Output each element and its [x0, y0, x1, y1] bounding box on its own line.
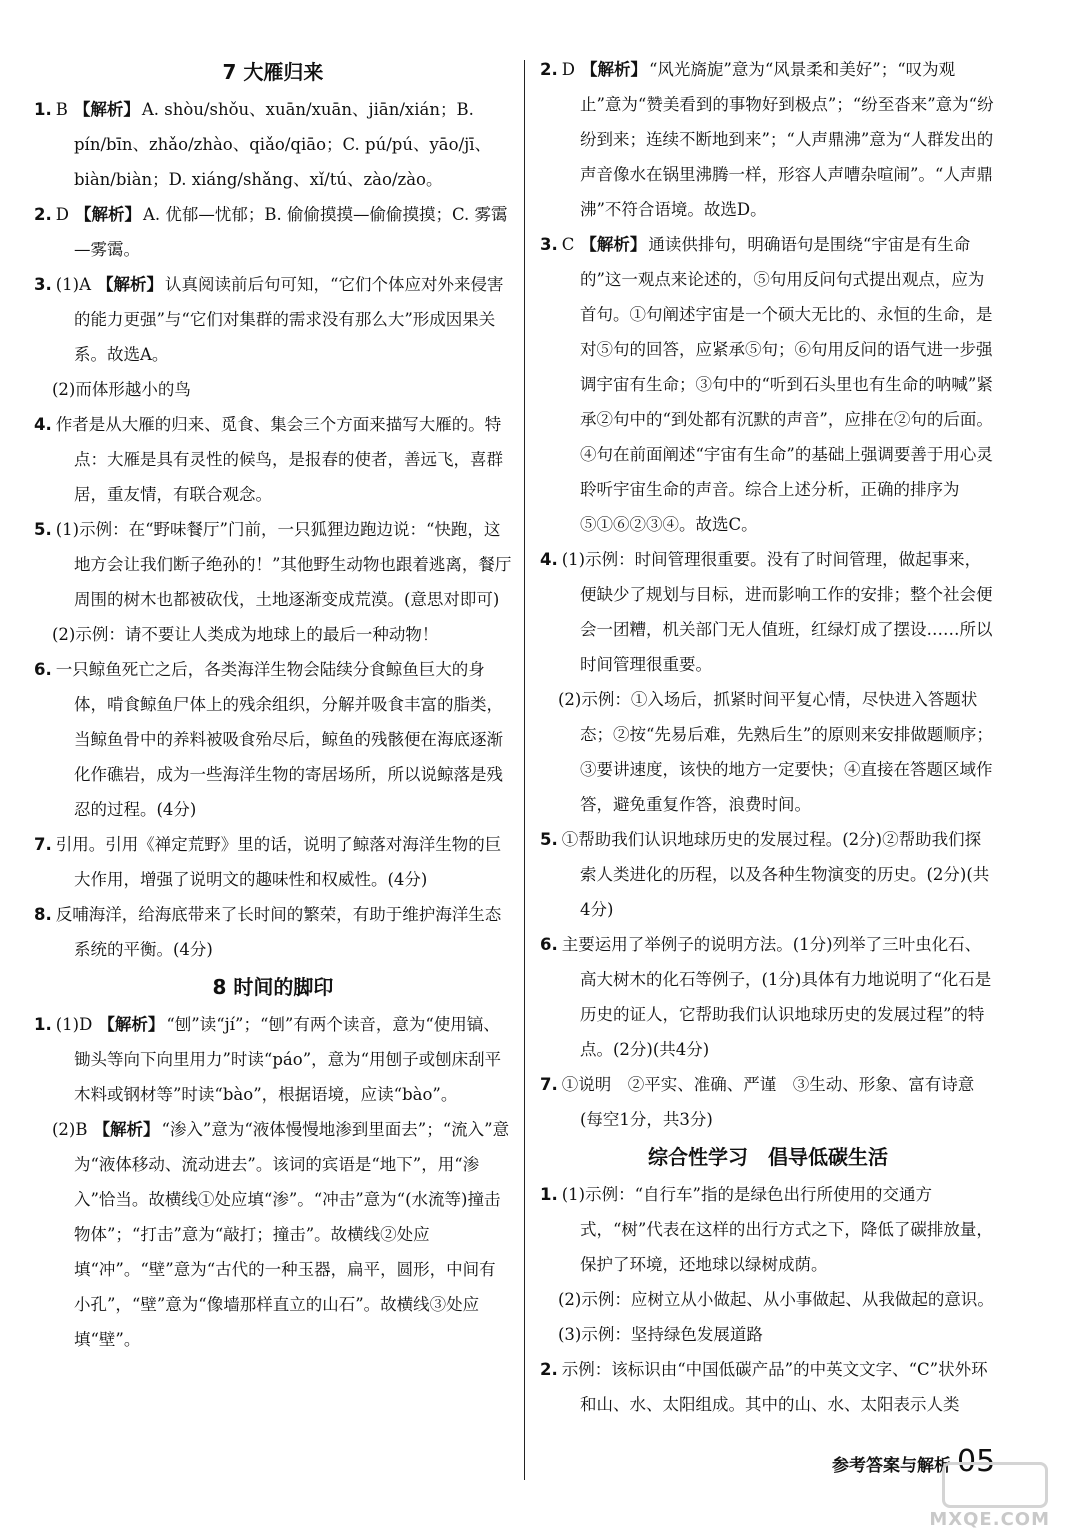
answer-label: B	[55, 100, 68, 119]
column-divider	[524, 60, 525, 1480]
answer-label: (2)	[52, 625, 76, 644]
answer-text: “刨”读“jí”；“刨”有两个读音，意为“使用镐、锄头等向下向里用力”时读“páo”，意为“用刨子或刨床刮平木料或钢材等”时读“bào”，根据语境，应读“bào”。	[74, 1015, 502, 1104]
answer-text: 认真阅读前后句可知，“它们个体应对外来侵害的能力更强”与“它们对集群的需求没有那么大”形成因果关系。故选A。	[74, 275, 504, 364]
analysis-tag: 【解析】	[73, 100, 140, 119]
question-number: 6.	[540, 935, 558, 954]
answer-text: A. 优郁—忧郁；B. 偷偷摸摸—偷偷摸摸；C. 雾霭—雾霭。	[74, 205, 508, 259]
answer-subitem	[540, 682, 996, 822]
answer-item	[34, 652, 512, 827]
answer-text: 示例：①入场后，抓紧时间平复心情，尽快进入答题状态；②按“先易后难，先熟后生”的原则来安排做题顺序；③要讲速度，该快的地方一定要快；④直接在答题区域作答，避免重复作答，浪费时间。	[580, 690, 993, 814]
answer-subitem	[540, 1282, 996, 1317]
answer-subitem	[540, 1317, 996, 1352]
analysis-tag: 【解析】	[93, 1120, 160, 1139]
answer-item	[540, 1352, 996, 1422]
answer-label: (1)A	[55, 275, 92, 294]
answer-text: ①说明 ②平实、准确、严谨 ③生动、形象、富有诗意(每空1分，共3分)	[561, 1075, 975, 1129]
answer-text: 通读供排句，明确语句是围绕“宇宙是有生命的”这一观点来论述的，⑤句用反问句式提出观点，应为首句。①句阐述宇宙是一个硕大无比的、永恒的生命，是对⑤句的回答，应紧承⑤句；⑥句用反问的语气进一步强调宇宙有生命；③句中的“听到石头里也有生命的呐喊”紧承②句中的“到处都有沉默的声音”，应排在②句的后面。④句在前面阐述“宇宙有生命”的基础上强调要善于用心灵聆听宇宙生命的声音。综合上述分析，正确的排序为⑤①⑥②③④。故选C。	[580, 235, 993, 534]
answer-subitem	[34, 372, 512, 407]
answer-section	[34, 52, 512, 967]
answer-item	[34, 197, 512, 267]
answer-subitem	[34, 617, 512, 652]
answer-text: 主要运用了举例子的说明方法。(1分)列举了三叶虫化石、高大树木的化石等例子，(1分)具体有力地说明了“化石是历史的证人，它帮助我们认识地球历史的发展过程”的特点。(2分)(共4分)	[561, 935, 992, 1059]
answer-item	[34, 512, 512, 617]
answer-text: ①帮助我们认识地球历史的发展过程。(2分)②帮助我们探索人类进化的历程，以及各种生物演变的历史。(2分)(共4分)	[561, 830, 990, 919]
question-number: 1.	[34, 100, 52, 119]
question-number: 7.	[34, 835, 52, 854]
answer-item	[540, 1067, 996, 1137]
answer-label: D	[561, 60, 575, 79]
answer-text: 示例：请不要让人类成为地球上的最后一种动物！	[75, 625, 439, 644]
question-number: 3.	[34, 275, 52, 294]
answer-subitem	[34, 1112, 512, 1357]
left-column	[34, 52, 512, 1357]
answer-label: (2)B	[52, 1120, 88, 1139]
answer-label: (1)	[55, 520, 80, 539]
answer-text: 一只鲸鱼死亡之后，各类海洋生物会陆续分食鲸鱼巨大的身体，啃食鲸鱼尸体上的残余组织，分解并吸食丰富的脂类，当鲸鱼骨中的养料被吸食殆尽后，鲸鱼的残骸便在海底逐渐化作礁岩，成为一些海洋生物的寄居场所，所以说鲸落是残忍的过程。(4分)	[55, 660, 503, 819]
analysis-tag: 【解析】	[98, 1015, 165, 1034]
right-column	[540, 52, 996, 1422]
answer-label: (1)	[561, 550, 586, 569]
section-title: 7 大雁归来	[222, 60, 324, 84]
answer-text: 示例：“自行车”指的是绿色出行所使用的交通方式，“树”代表在这样的出行方式之下，降低了碳排放量，保护了环境，还地球以绿树成荫。	[580, 1185, 993, 1274]
answer-text: 示例：坚持绿色发展道路	[581, 1325, 763, 1344]
answer-label: (1)D	[55, 1015, 93, 1034]
question-number: 7.	[540, 1075, 558, 1094]
question-number: 5.	[540, 830, 558, 849]
analysis-tag: 【解析】	[580, 60, 647, 79]
footer-label: 参考答案与解析	[832, 1456, 951, 1476]
page-number: 05	[957, 1444, 996, 1479]
question-number: 1.	[540, 1185, 558, 1204]
answer-label: (2)	[558, 1290, 582, 1309]
analysis-tag: 【解析】	[97, 275, 164, 294]
answer-text: 示例：该标识由“中国低碳产品”的中英文文字、“C”状外环和山、水、太阳组成。其中的山、水、太阳表示人类	[561, 1360, 988, 1414]
question-number: 2.	[540, 60, 558, 79]
answer-text: 示例：在“野味餐厅”门前，一只狐狸边跑边说：“快跑，这地方会让我们断子绝孙的！”其他野生动物也跟着逃离，餐厅周围的树木也都被砍伐，土地逐渐变成荒漠。(意思对即可)	[74, 520, 512, 609]
watermark-text: MXQE.COM	[929, 1509, 1050, 1530]
analysis-tag: 【解析】	[580, 235, 647, 254]
answer-item	[34, 92, 512, 197]
answer-item	[34, 827, 512, 897]
analysis-tag: 【解析】	[74, 205, 141, 224]
question-number: 1.	[34, 1015, 52, 1034]
question-number: 8.	[34, 905, 52, 924]
answer-item	[34, 267, 512, 372]
answer-section	[540, 1137, 996, 1422]
answer-label: (3)	[558, 1325, 582, 1344]
answer-label: D	[55, 205, 69, 224]
answer-text: 引用。引用《禅定荒野》里的话，说明了鲸落对海洋生物的巨大作用，增强了说明文的趣味性和权威性。(4分)	[55, 835, 502, 889]
answer-section	[540, 52, 996, 1137]
answer-text: 示例：应树立从小做起、从小事做起、从我做起的意识。	[581, 1290, 994, 1309]
answer-label: C	[561, 235, 575, 254]
answer-text: “渗入”意为“液体慢慢地渗到里面去”；“流入”意为“液体移动、流动进去”。该词的宾语是“地下”，用“渗入”恰当。故横线①处应填“渗”。“冲击”意为“(水流等)撞击物体”；“打击”意为“敲打；撞击”。故横线②处应填“冲”。“壁”意为“古代的一种玉器，扁平，圆形，中间有小孔”，“壁”意为“像墙那样直立的山石”。故横线③处应填“壁”。	[74, 1120, 510, 1349]
answer-text: 示例：时间管理很重要。没有了时间管理，做起事来，便缺少了规划与目标，进而影响工作的安排；整个社会便会一团糟，机关部门无人值班，红绿灯成了摆设……所以时间管理很重要。	[580, 550, 993, 674]
answer-item	[34, 1007, 512, 1112]
answer-label: (2)	[52, 380, 76, 399]
answer-text: 反哺海洋，给海底带来了长时间的繁荣，有助于维护海洋生态系统的平衡。(4分)	[55, 905, 502, 959]
question-number: 6.	[34, 660, 52, 679]
answer-text: 作者是从大雁的归来、觅食、集会三个方面来描写大雁的。特点：大雁是具有灵性的候鸟，是报春的使者，善远飞，喜群居，重友情，有联合观念。	[55, 415, 503, 504]
answer-item	[540, 1177, 996, 1282]
section-title: 综合性学习 倡导低碳生活	[648, 1145, 888, 1169]
watermark-frame	[942, 1462, 1048, 1508]
answer-item	[34, 897, 512, 967]
section-title: 8 时间的脚印	[212, 975, 334, 999]
question-number: 4.	[34, 415, 52, 434]
answer-item	[540, 927, 996, 1067]
answer-item	[540, 227, 996, 542]
question-number: 3.	[540, 235, 558, 254]
answer-text: 而体形越小的鸟	[75, 380, 191, 399]
answer-label: (2)	[558, 690, 582, 709]
question-number: 5.	[34, 520, 52, 539]
question-number: 2.	[540, 1360, 558, 1379]
question-number: 4.	[540, 550, 558, 569]
answer-section	[34, 967, 512, 1357]
answer-label: (1)	[561, 1185, 586, 1204]
question-number: 2.	[34, 205, 52, 224]
answer-item	[540, 52, 996, 227]
answer-item	[540, 822, 996, 927]
answer-text: A. shòu/shǒu、xuān/xuān、jiān/xián；B. pín/bīn、zhǎo/zhào、qiǎo/qiāo；C. pú/pú、yāo/jī、biàn/biàn；D. xiáng/shǎng、xǐ/tú、zào/zào。	[74, 100, 492, 189]
answer-item	[34, 407, 512, 512]
answer-item	[540, 542, 996, 682]
answer-text: “风光旖旎”意为“风景柔和美好”；“叹为观止”意为“赞美看到的事物好到极点”；“纷至沓来”意为“纷纷到来；连续不断地到来”；“人声鼎沸”意为“人群发出的声音像水在锅里沸腾一样，形容人声嘈杂喧闹”。“人声鼎沸”不符合语境。故选D。	[580, 60, 994, 219]
watermark-logo	[928, 1458, 1058, 1532]
